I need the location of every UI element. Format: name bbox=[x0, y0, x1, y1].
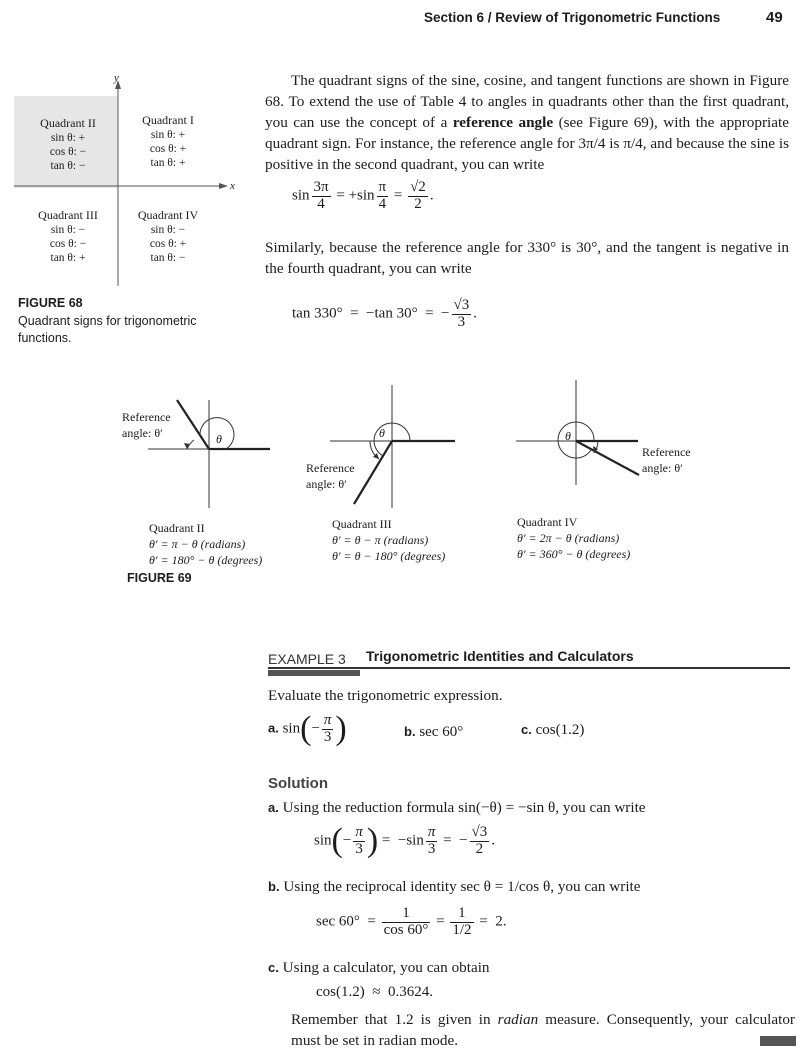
remember-text-1: Remember that 1.2 is given in bbox=[291, 1011, 498, 1028]
quadrant-iv-tan: tan θ: − bbox=[150, 252, 186, 264]
quadrant-i-tan: tan θ: + bbox=[150, 157, 186, 169]
eq1-equals: = bbox=[336, 187, 345, 204]
figure-68-y-label: y bbox=[114, 72, 119, 84]
eq1-num-1: 3π bbox=[313, 179, 329, 195]
part-b-expression bbox=[404, 724, 463, 741]
equation-sin-3pi-4 bbox=[292, 180, 434, 213]
q3-theta: θ bbox=[379, 426, 385, 440]
figure-68-label: FIGURE 68 bbox=[18, 296, 83, 310]
solution-b-text bbox=[268, 876, 641, 897]
eq1-period: . bbox=[429, 187, 434, 204]
remember-paragraph bbox=[291, 1009, 795, 1051]
part-b-label: b. bbox=[404, 724, 416, 739]
q3-formulas bbox=[332, 516, 445, 564]
sol-b-frac-1 bbox=[382, 906, 431, 939]
part-a-sin: sin bbox=[282, 720, 301, 737]
q3-formula-name: Quadrant III bbox=[332, 517, 392, 531]
part-a-frac bbox=[322, 713, 334, 746]
sol-a-den-1: 3 bbox=[355, 840, 363, 857]
quadrant-iv-name: Quadrant IV bbox=[137, 208, 199, 222]
eq1-num-3: √2 bbox=[410, 179, 426, 195]
eq2-lhs: tan 330° = −tan 30° = − bbox=[292, 305, 450, 322]
solution-c-label: c. bbox=[268, 960, 279, 975]
sol-a-end: . bbox=[491, 832, 496, 849]
solution-b-equation bbox=[316, 906, 506, 939]
part-b-expr: sec 60° bbox=[419, 724, 464, 740]
part-a-expression bbox=[268, 712, 347, 746]
q4-theta: θ bbox=[565, 429, 571, 443]
eq2-period: . bbox=[473, 305, 477, 322]
quadrant-i-block bbox=[130, 113, 206, 170]
quadrant-ii-block bbox=[30, 116, 106, 173]
sol-a-den-2: 3 bbox=[427, 840, 436, 857]
eq2-den: 3 bbox=[457, 313, 466, 330]
eq1-equals-2: = bbox=[393, 187, 403, 204]
solution-a-label: a. bbox=[268, 800, 279, 815]
sol-b-num-1: 1 bbox=[382, 906, 431, 923]
quadrant-i-cos: cos θ: + bbox=[149, 143, 187, 155]
quadrant-iii-cos: cos θ: − bbox=[49, 238, 87, 250]
quadrant-ii-cos: cos θ: − bbox=[49, 146, 87, 158]
end-of-example-bar bbox=[760, 1036, 796, 1046]
remember-radian: radian bbox=[497, 1011, 539, 1028]
part-c-label: c. bbox=[521, 722, 532, 737]
example-label-bar bbox=[268, 670, 360, 676]
solution-b-label: b. bbox=[268, 879, 280, 894]
part-a-label: a. bbox=[268, 720, 279, 736]
q3-formula-degrees: θ′ = θ − 180° (degrees) bbox=[332, 549, 446, 563]
figure-68-x-label: x bbox=[230, 180, 235, 192]
q2-formulas bbox=[149, 520, 262, 568]
sol-a-num-3: √3 bbox=[471, 823, 488, 840]
q4-formulas bbox=[517, 514, 630, 562]
part-c-expression bbox=[521, 722, 584, 739]
eq1-frac-2 bbox=[377, 180, 389, 213]
eq2-num: √3 bbox=[453, 297, 470, 313]
intro-paragraph bbox=[265, 70, 789, 175]
sol-b-end: = 2. bbox=[479, 913, 507, 930]
part-a-rparen: ) bbox=[335, 710, 347, 747]
eq1-sin: sin bbox=[292, 187, 310, 204]
sol-a-mid: = −sin bbox=[381, 832, 424, 849]
q2-formula-degrees: θ′ = 180° − θ (degrees) bbox=[149, 553, 263, 567]
example-rule bbox=[268, 667, 790, 669]
remember-text-2: measure. Consequently, your calculator must be set in radian mode. bbox=[291, 1011, 795, 1049]
eq1-plus-sin: +sin bbox=[348, 187, 375, 204]
eq2-frac bbox=[452, 298, 472, 331]
q2-formula-name: Quadrant II bbox=[149, 521, 205, 535]
quadrant-iii-block bbox=[28, 208, 108, 265]
sol-a-den-3: 2 bbox=[475, 840, 484, 857]
example-label: EXAMPLE 3 bbox=[268, 651, 346, 667]
q4-formula-name: Quadrant IV bbox=[517, 515, 578, 529]
part-a-den: 3 bbox=[323, 728, 332, 745]
eq1-frac-1 bbox=[312, 180, 331, 213]
q4-reference-label bbox=[642, 444, 691, 476]
sol-b-den-1: cos 60° bbox=[383, 921, 429, 938]
intro-text-2: (see Figure 69), with the appropriate quadrant sign. For instance, the reference angle for 3π/4 is π/4, and because the sine is positive in the second quadrant, you can write bbox=[265, 114, 789, 173]
q4-ref-line1: Reference bbox=[642, 445, 691, 459]
quadrant-iv-sin: sin θ: − bbox=[150, 224, 186, 236]
example-title: Trigonometric Identities and Calculators bbox=[366, 648, 634, 664]
solution-c-sentence: Using a calculator, you can obtain bbox=[282, 959, 490, 976]
solution-a-text bbox=[268, 797, 646, 818]
quadrant-iv-cos: cos θ: + bbox=[149, 238, 187, 250]
quadrant-iv-block bbox=[128, 208, 208, 265]
quadrant-ii-name: Quadrant II bbox=[40, 116, 96, 130]
sol-a-minus: − bbox=[342, 832, 352, 849]
q2-formula-radians: θ′ = π − θ (radians) bbox=[149, 537, 246, 551]
eq1-num-2: π bbox=[378, 179, 387, 195]
quadrant-ii-sin: sin θ: + bbox=[50, 132, 86, 144]
q2-reference-label bbox=[122, 409, 171, 441]
figure-69-diagrams bbox=[120, 380, 680, 515]
q4-formula-radians: θ′ = 2π − θ (radians) bbox=[517, 531, 620, 545]
sol-b-lhs: sec 60° = bbox=[316, 913, 376, 930]
solution-c-text bbox=[268, 957, 490, 978]
page-number: 49 bbox=[766, 9, 783, 26]
q2-theta: θ bbox=[216, 432, 222, 446]
part-a-minus: − bbox=[311, 720, 320, 737]
reference-angle-term: reference angle bbox=[452, 114, 554, 131]
eq1-den-2: 4 bbox=[378, 195, 387, 212]
sol-a-rparen: ) bbox=[366, 822, 379, 859]
sol-b-num-2: 1 bbox=[450, 906, 473, 923]
q4-formula-degrees: θ′ = 360° − θ (degrees) bbox=[517, 547, 631, 561]
q4-ref-line2: angle: θ′ bbox=[642, 461, 683, 475]
eq1-den-3: 2 bbox=[414, 195, 422, 212]
eq1-den-1: 4 bbox=[317, 195, 325, 212]
q2-ref-line1: Reference bbox=[122, 410, 171, 424]
sol-b-frac-2 bbox=[450, 906, 473, 939]
solution-a-sentence: Using the reduction formula sin(−θ) = −sin θ, you can write bbox=[282, 799, 646, 816]
sol-a-num-1: π bbox=[355, 823, 363, 840]
running-header: Section 6 / Review of Trigonometric Functions bbox=[424, 10, 721, 25]
example-prompt: Evaluate the trigonometric expression. bbox=[268, 687, 503, 704]
quadrant-i-sin: sin θ: + bbox=[150, 129, 186, 141]
q3-ref-line2: angle: θ′ bbox=[306, 477, 347, 491]
solution-b-sentence: Using the reciprocal identity sec θ = 1/cos θ, you can write bbox=[283, 878, 641, 895]
part-c-expr: cos(1.2) bbox=[535, 722, 585, 738]
sol-a-frac-2 bbox=[426, 825, 438, 858]
solution-heading: Solution bbox=[268, 775, 328, 792]
sol-a-lparen: ( bbox=[331, 822, 343, 859]
q3-ref-line1: Reference bbox=[306, 461, 355, 475]
sol-b-eq: = bbox=[436, 913, 445, 930]
figure-69-label: FIGURE 69 bbox=[127, 571, 192, 585]
sol-a-eq: = − bbox=[443, 832, 468, 849]
quadrant-i-name: Quadrant I bbox=[142, 113, 194, 127]
sol-a-num-2: π bbox=[427, 823, 436, 840]
q3-reference-label bbox=[306, 460, 355, 492]
sol-a-frac-1 bbox=[353, 825, 365, 858]
solution-a-equation bbox=[314, 824, 495, 858]
eq1-frac-3 bbox=[408, 180, 428, 213]
solution-c-equation: cos(1.2) ≈ 0.3624. bbox=[316, 984, 433, 1000]
sol-b-den-2: 1/2 bbox=[452, 921, 472, 938]
quadrant-iii-sin: sin θ: − bbox=[50, 224, 86, 236]
equation-tan-330 bbox=[292, 298, 477, 331]
quadrant-iv-diagram bbox=[516, 380, 639, 485]
sol-a-frac-3 bbox=[470, 825, 490, 858]
similarly-paragraph: Similarly, because the reference angle for 330° is 30°, and the tangent is negative in the fourth quadrant, you can write bbox=[265, 239, 789, 277]
q3-formula-radians: θ′ = θ − π (radians) bbox=[332, 533, 429, 547]
quadrant-ii-tan: tan θ: − bbox=[50, 160, 86, 172]
part-a-lparen: ( bbox=[300, 710, 312, 747]
sol-a-sin: sin bbox=[314, 832, 332, 849]
quadrant-iii-name: Quadrant III bbox=[38, 208, 98, 222]
part-a-num: π bbox=[323, 711, 332, 728]
q2-ref-line2: angle: θ′ bbox=[122, 426, 163, 440]
figure-68-caption: Quadrant signs for trigonometric functions. bbox=[18, 314, 197, 345]
intro-text-1: The quadrant signs of the sine, cosine, and tangent functions are shown in Figure 68. To extend the use of Table 4 to angles in quadrants other than the first quadrant, you can use the concept of a bbox=[265, 72, 789, 131]
quadrant-iii-tan: tan θ: + bbox=[50, 252, 86, 264]
